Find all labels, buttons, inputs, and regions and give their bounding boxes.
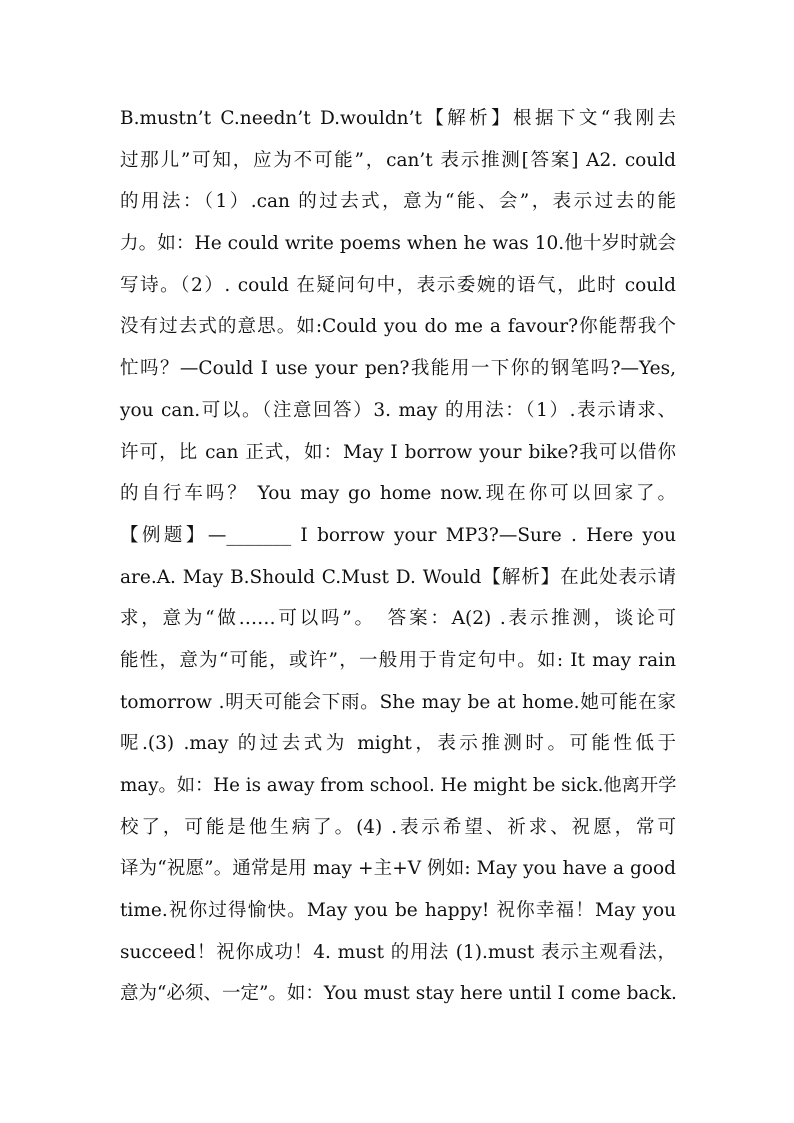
text-line: tomorrow .明天可能会下雨。She may be at home.她可能在家 bbox=[120, 691, 676, 713]
text-line: 力。如：He could write poems when he was 10.他十岁时就会 bbox=[120, 233, 676, 255]
text-line: 的自行车吗？ You may go home now.现在你可以回家了。 bbox=[120, 483, 676, 505]
text-line: you can.可以。（注意回答）3. may 的用法：（1）.表示请求、 bbox=[120, 399, 676, 421]
text-line: 意为“必须、一定”。如：You must stay here until I come back. bbox=[120, 983, 677, 1005]
text-line: 呢.(3) .may 的过去式为 might，表示推测时。可能性低于 bbox=[120, 733, 676, 755]
text-line: B.mustn’t C.needn’t D.wouldn’t【解析】根据下文“我刚去 bbox=[120, 108, 676, 129]
text-line: are.A. May B.Should C.Must D. Would【解析】在此处表示请 bbox=[120, 566, 676, 588]
text-line: 校了，可能是他生病了。(4) .表示希望、祈求、祝愿，常可 bbox=[120, 816, 676, 838]
text-line: 写诗。（2）. could 在疑问句中，表示委婉的语气，此时 could bbox=[120, 274, 676, 296]
text-line: time.祝你过得愉快。May you be happy! 祝你幸福！May you bbox=[120, 900, 676, 922]
text-line: 过那儿”可知，应为不可能”，can’t 表示推测[答案] A2. could bbox=[120, 149, 676, 171]
text-line: 许可，比 can 正式，如：May I borrow your bike?我可以借你 bbox=[120, 441, 676, 463]
body-text bbox=[120, 98, 676, 1015]
text-line: 译为“祝愿”。通常是用 may +主+V 例如: May you have a good bbox=[120, 858, 676, 880]
text-line: 求，意为“做……可以吗”。 答案：A(2) .表示推测，谈论可 bbox=[120, 608, 676, 630]
text-line: succeed！祝你成功！4. must 的用法 (1).must 表示主观看法， bbox=[120, 941, 676, 963]
text-line: 能性，意为“可能，或许”，一般用于肯定句中。如: It may rain bbox=[120, 649, 676, 671]
text-line: 没有过去式的意思。如:Could you do me a favour?你能帮我个 bbox=[120, 316, 676, 338]
text-line: may。如：He is away from school. He might be sick.他离开学 bbox=[120, 775, 677, 796]
text-line: 的用法：（1）.can 的过去式，意为“能、会”，表示过去的能 bbox=[120, 191, 676, 213]
text-line: 【例题】—_______ I borrow your MP3?—Sure . Here you bbox=[120, 524, 676, 546]
text-line: 忙吗？—Could I use your pen?我能用一下你的钢笔吗?—Yes, bbox=[120, 358, 676, 380]
